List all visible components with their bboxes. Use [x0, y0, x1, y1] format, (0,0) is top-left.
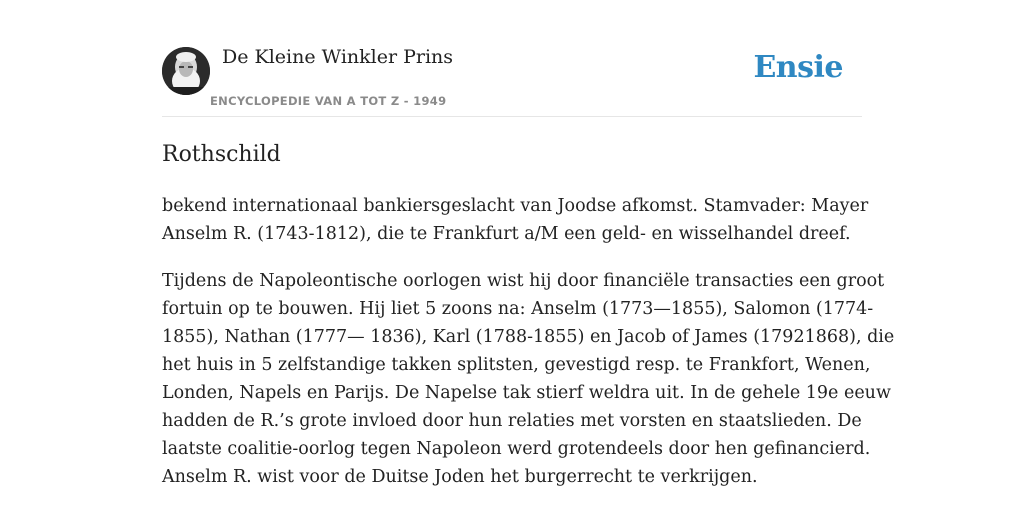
- book-avatar-icon[interactable]: [162, 47, 210, 95]
- paragraph-line: Londen, Napels en Parijs. De Napelse tak stierf weldra uit. In de gehele 19e eeuw: [162, 383, 891, 403]
- article-title: Rothschild: [162, 142, 281, 167]
- paragraph-line: Tijdens de Napoleontische oorlogen wist hij door financiële transacties een groot: [162, 271, 885, 291]
- article-paragraph: [162, 267, 895, 491]
- brand-logo[interactable]: Ensie: [753, 50, 843, 85]
- paragraph-line: het huis in 5 zelfstandige takken splitsten, gevestigd resp. te Frankfort, Wenen,: [162, 355, 871, 375]
- book-title[interactable]: De Kleine Winkler Prins: [222, 46, 454, 68]
- paragraph-line: bekend internationaal bankiersgeslacht van Joodse afkomst. Stamvader: Mayer: [162, 196, 869, 216]
- paragraph-line: Anselm R. wist voor de Duitse Joden het burgerrecht te verkrijgen.: [162, 467, 758, 487]
- paragraph-line: Anselm R. (1743-1812), die te Frankfurt a/M een geld- en wisselhandel dreef.: [162, 224, 851, 244]
- bearded-man-portrait-icon: [162, 47, 210, 95]
- paragraph-line: fortuin op te bouwen. Hij liet 5 zoons na: Anselm (1773—1855), Salomon (1774-: [162, 299, 874, 319]
- article-paragraph: [162, 192, 869, 248]
- site-header: [162, 0, 862, 117]
- book-subtitle: ENCYCLOPEDIE VAN A TOT Z - 1949: [210, 94, 447, 108]
- paragraph-line: hadden de R.’s grote invloed door hun relaties met vorsten en staatslieden. De: [162, 411, 862, 431]
- paragraph-line: laatste coalitie-oorlog tegen Napoleon werd grotendeels door hen gefinancierd.: [162, 439, 871, 459]
- article: [162, 140, 895, 510]
- article-body: [162, 192, 895, 491]
- paragraph-line: 1855), Nathan (1777— 1836), Karl (1788-1855) en Jacob of James (17921868), die: [162, 327, 895, 347]
